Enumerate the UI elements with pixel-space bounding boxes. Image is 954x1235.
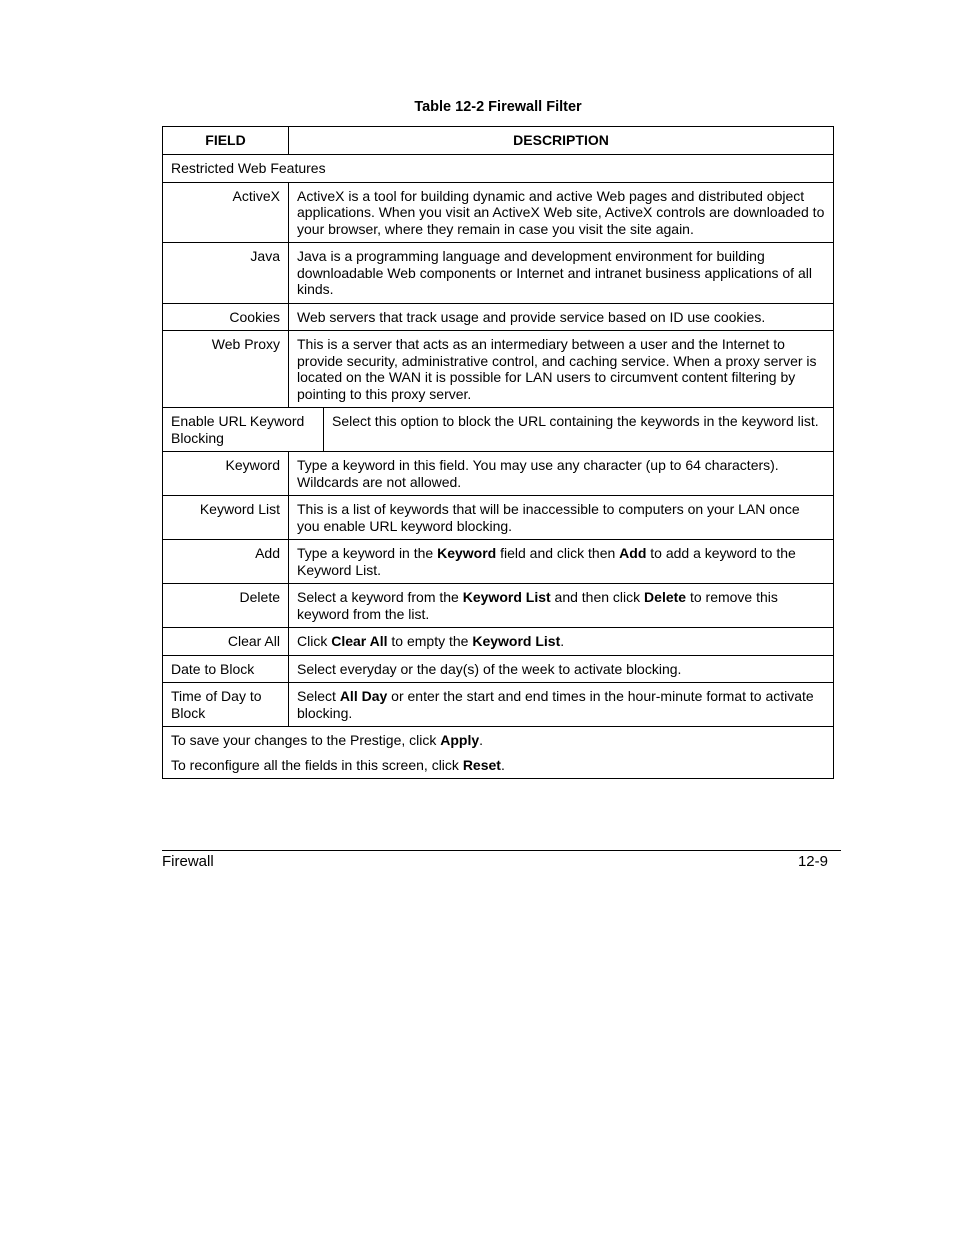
table-row	[163, 303, 833, 331]
description-cell: Java is a programming language and development environment for building downloadable Web components or Internet and intranet business applications of all kinds.	[297, 248, 812, 297]
field-cell: Time of Day to Block	[163, 683, 289, 726]
table-caption: Table 12-2 Firewall Filter	[414, 99, 582, 115]
text-run: Click	[297, 633, 332, 649]
text-run: To save your changes to the Prestige, click	[171, 732, 441, 748]
field-cell: Web Proxy	[163, 331, 289, 407]
text-run: field and click then	[496, 545, 620, 561]
save-note	[171, 732, 825, 749]
description-cell: Web servers that track usage and provide service based on ID use cookies.	[297, 308, 766, 325]
bold-term: Reset	[462, 756, 501, 773]
reset-note	[171, 757, 825, 774]
table-row	[163, 451, 833, 495]
firewall-filter-table	[162, 126, 834, 779]
table-header-row	[163, 127, 833, 154]
field-cell: ActiveX	[163, 183, 289, 243]
description-cell	[289, 683, 833, 726]
field-cell: Clear All	[163, 628, 289, 655]
bold-term: Keyword List	[462, 589, 551, 605]
note-row	[163, 726, 833, 778]
note-cell	[163, 727, 833, 778]
footer-divider	[162, 850, 841, 851]
footer-page-number: 12-9	[797, 853, 828, 870]
text-run: to empty the	[387, 633, 473, 649]
header-field: FIELD	[163, 127, 289, 154]
table-row	[163, 655, 833, 683]
text-run: Select a keyword from the	[297, 589, 463, 605]
field-cell: Cookies	[163, 304, 289, 331]
bold-term: Delete	[644, 589, 687, 605]
field-cell: Add	[163, 540, 289, 583]
table-row	[163, 495, 833, 539]
description-cell: Select this option to block the URL containing the keywords in the keyword list.	[332, 413, 819, 429]
table-row	[163, 539, 833, 583]
bold-term: Clear All	[331, 633, 388, 649]
section-label: Restricted Web Features	[171, 160, 326, 176]
text-run: and then click	[550, 589, 645, 605]
field-cell: Keyword	[163, 452, 289, 495]
table-row	[163, 182, 833, 243]
description-cell: Type a keyword in this field. You may use any character (up to 64 characters). Wildcards are not allowed.	[297, 457, 779, 490]
header-description: DESCRIPTION	[513, 132, 609, 148]
description-cell: This is a list of keywords that will be inaccessible to computers on your LAN once you enable URL keyword blocking.	[297, 501, 800, 534]
field-cell: Java	[163, 243, 289, 303]
field-cell: Date to Block	[163, 656, 289, 683]
bold-term: Keyword	[437, 545, 497, 561]
bold-term: Add	[619, 545, 647, 561]
text-run: Select	[297, 688, 340, 704]
section-row	[163, 154, 833, 182]
text-run: to add a keyword to the Keyword List.	[297, 545, 796, 578]
bold-term: All Day	[339, 688, 388, 704]
text-run: .	[560, 633, 565, 649]
text-run: .	[500, 756, 505, 773]
field-cell: Keyword List	[163, 496, 289, 539]
table-row	[163, 583, 833, 627]
bold-term: Apply	[440, 732, 480, 748]
description-cell	[289, 584, 833, 627]
description-cell	[289, 540, 833, 583]
text-run: .	[479, 732, 484, 748]
footer-chapter: Firewall	[162, 853, 214, 870]
table-row	[163, 330, 833, 407]
field-cell: Enable URL Keyword Blocking	[163, 408, 324, 451]
description-cell: This is a server that acts as an intermediary between a user and the Internet to provide security, administrative control, and caching service. When a proxy server is located on the WAN it is possible for LAN users to circumvent content filtering by pointing to this proxy server.	[297, 336, 817, 402]
field-cell: Delete	[163, 584, 289, 627]
description-cell: ActiveX is a tool for building dynamic and active Web pages and distributed object applications. When you visit an ActiveX Web site, ActiveX controls are downloaded to your browser, where they remain in case you visit the site again.	[297, 187, 825, 237]
text-run: or enter the start and end times in the hour-minute format to activate blocking.	[297, 688, 814, 721]
table-row	[163, 627, 833, 655]
table-row	[163, 407, 833, 451]
text-run: to remove this keyword from the list.	[297, 589, 778, 622]
text-run: To reconfigure all the fields in this screen, click	[171, 756, 463, 773]
table-row	[163, 682, 833, 726]
bold-term: Keyword List	[472, 633, 561, 649]
table-row	[163, 242, 833, 303]
description-cell	[289, 628, 833, 655]
text-run: Type a keyword in the	[297, 545, 438, 561]
description-cell: Select everyday or the day(s) of the week to activate blocking.	[297, 660, 682, 677]
